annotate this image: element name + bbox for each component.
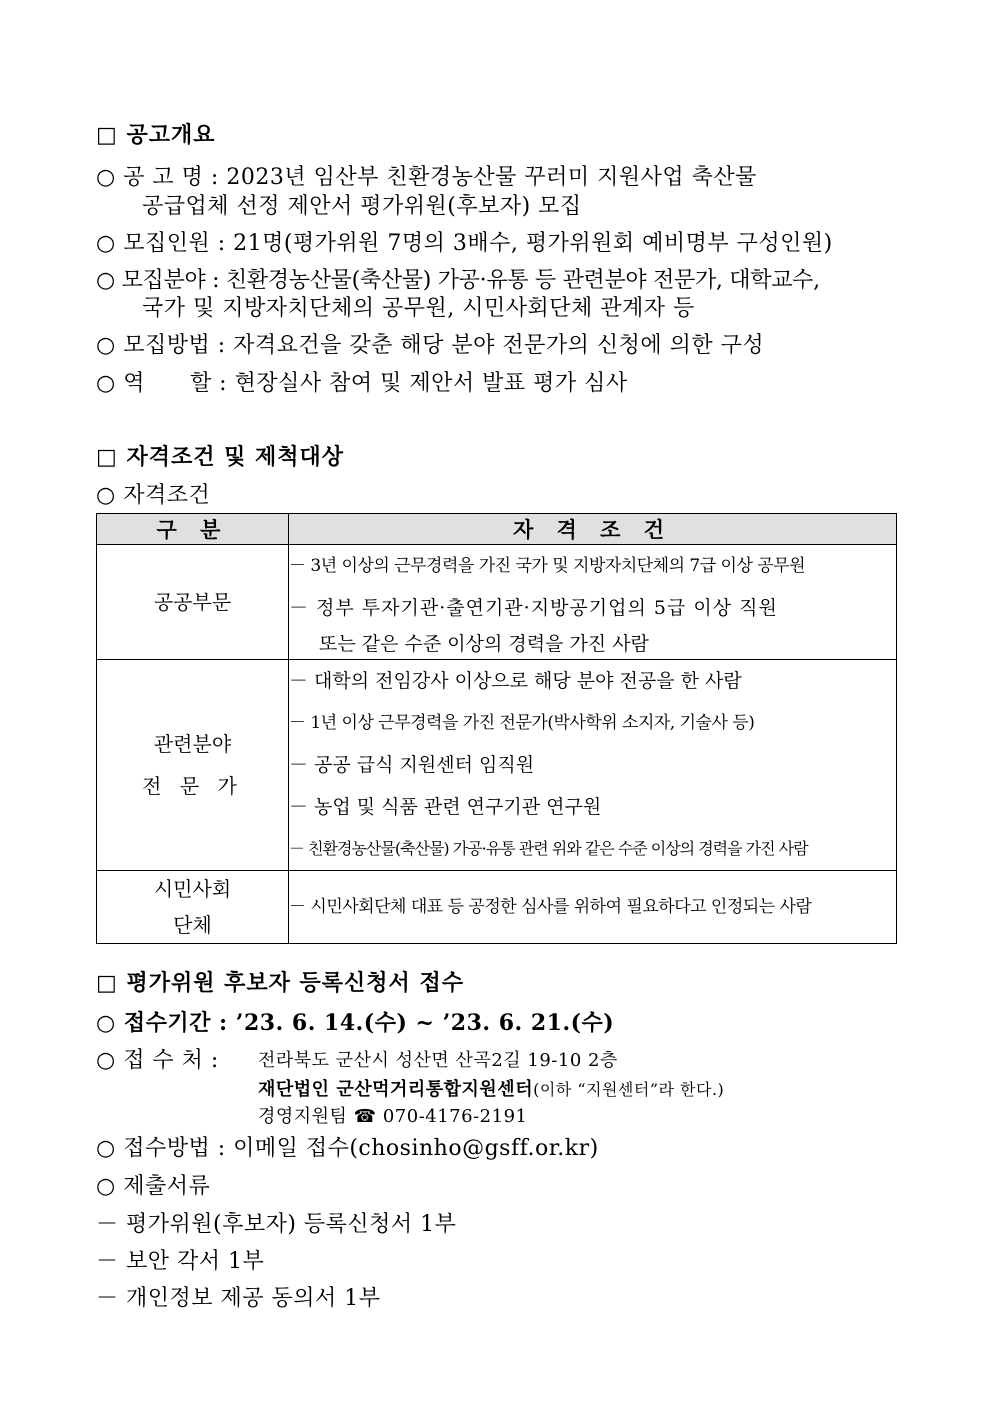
section-qualification-title: □ 자격조건 및 제척대상 [96, 444, 345, 470]
organization-note: (이하 “지원센터”라 한다.) [533, 1080, 725, 1099]
application-address: 전라북도 군산시 성산면 산곡2길 19-10 2층 [258, 1050, 618, 1071]
condition-item: － 시민사회단체 대표 등 공정한 심사를 위하여 필요하다고 인정되는 사람 [289, 897, 812, 917]
document-item: － 개인정보 제공 동의서 1부 [96, 1286, 381, 1311]
table-row [97, 871, 897, 944]
organization-name: 재단법인 군산먹거리통합지원센터 [258, 1079, 534, 1100]
condition-item: － 1년 이상 근무경력을 가진 전문가(박사학위 소지자, 기술사 등) [289, 713, 755, 733]
condition-item: － 대학의 전임강사 이상으로 해당 분야 전공을 한 사람 [289, 670, 742, 692]
application-period: ○ 접수기간 : ’23. 6. 14.(수) ~ ’23. 6. 21.(수) [96, 1010, 615, 1036]
phone-number: 070-4176-2191 [382, 1106, 528, 1127]
condition-cell [289, 545, 897, 660]
condition-cell [289, 871, 897, 944]
document-item: － 보안 각서 1부 [96, 1249, 265, 1274]
section-application-title: □ 평가위원 후보자 등록신청서 접수 [96, 970, 464, 996]
condition-item: － 농업 및 식품 관련 연구기관 연구원 [289, 796, 602, 818]
application-method: ○ 접수방법 : 이메일 접수(chosinho@gsff.or.kr) [96, 1136, 599, 1161]
category-label: 관련분야 [153, 732, 232, 756]
condition-item-continued: 또는 같은 수준 이상의 경력을 가진 사람 [319, 633, 649, 655]
notice-name-continued: 공급업체 선정 제안서 평가위원(후보자) 모집 [142, 194, 582, 219]
category-label: 단체 [173, 913, 212, 937]
table-header-row [97, 514, 897, 545]
qualification-table [96, 513, 897, 944]
document-item: － 평가위원(후보자) 등록신청서 1부 [96, 1212, 457, 1237]
header-qualification: 자 격 조 건 [289, 514, 897, 545]
notice-name-line: ○ 공 고 명 : 2023년 임산부 친환경농산물 꾸러미 지원사업 축산물 [96, 165, 757, 190]
section-overview-title: □ 공고개요 [96, 122, 216, 148]
team-name: 경영지원팀 [258, 1106, 348, 1127]
category-cell [97, 545, 289, 660]
condition-cell [289, 660, 897, 871]
header-category: 구 분 [97, 514, 289, 545]
condition-item: － 3년 이상의 근무경력을 가진 국가 및 지방자치단체의 7급 이상 공무원 [289, 556, 806, 576]
condition-item: － 친환경농산물(축산물) 가공·유통 관련 위와 같은 수준 이상의 경력을 가진 사람 [289, 839, 808, 858]
recruit-field-line: ○ 모집분야 : 친환경농산물(축산물) 가공·유통 등 관련분야 전문가, 대학교수, [96, 268, 820, 293]
phone-icon: ☎ [353, 1106, 377, 1127]
application-team-line [258, 1102, 527, 1128]
table-row [97, 660, 897, 871]
category-label: 전 문 가 [142, 774, 243, 798]
documents-title: ○ 제출서류 [96, 1174, 211, 1199]
recruit-method-line: ○ 모집방법 : 자격요건을 갖춘 해당 분야 전문가의 신청에 의한 구성 [96, 333, 765, 358]
qualification-subtitle: ○ 자격조건 [96, 483, 211, 508]
condition-item: － 정부 투자기관·출연기관·지방공기업의 5급 이상 직원 [289, 597, 778, 619]
category-cell [97, 871, 289, 944]
category-label: 시민사회 [153, 877, 232, 901]
role-line: ○ 역 할 : 현장실사 참여 및 제안서 발표 평가 심사 [96, 371, 628, 396]
application-org-line [258, 1075, 724, 1101]
recruit-count-line: ○ 모집인원 : 21명(평가위원 7명의 3배수, 평가위원회 예비명부 구성인원) [96, 231, 833, 256]
application-place-label: ○ 접 수 처 : [96, 1048, 219, 1073]
table-row [97, 545, 897, 660]
condition-item: － 공공 급식 지원센터 임직원 [289, 754, 535, 776]
category-label: 공공부문 [153, 590, 232, 614]
recruit-field-continued: 국가 및 지방자치단체의 공무원, 시민사회단체 관계자 등 [142, 296, 695, 321]
category-cell [97, 660, 289, 871]
